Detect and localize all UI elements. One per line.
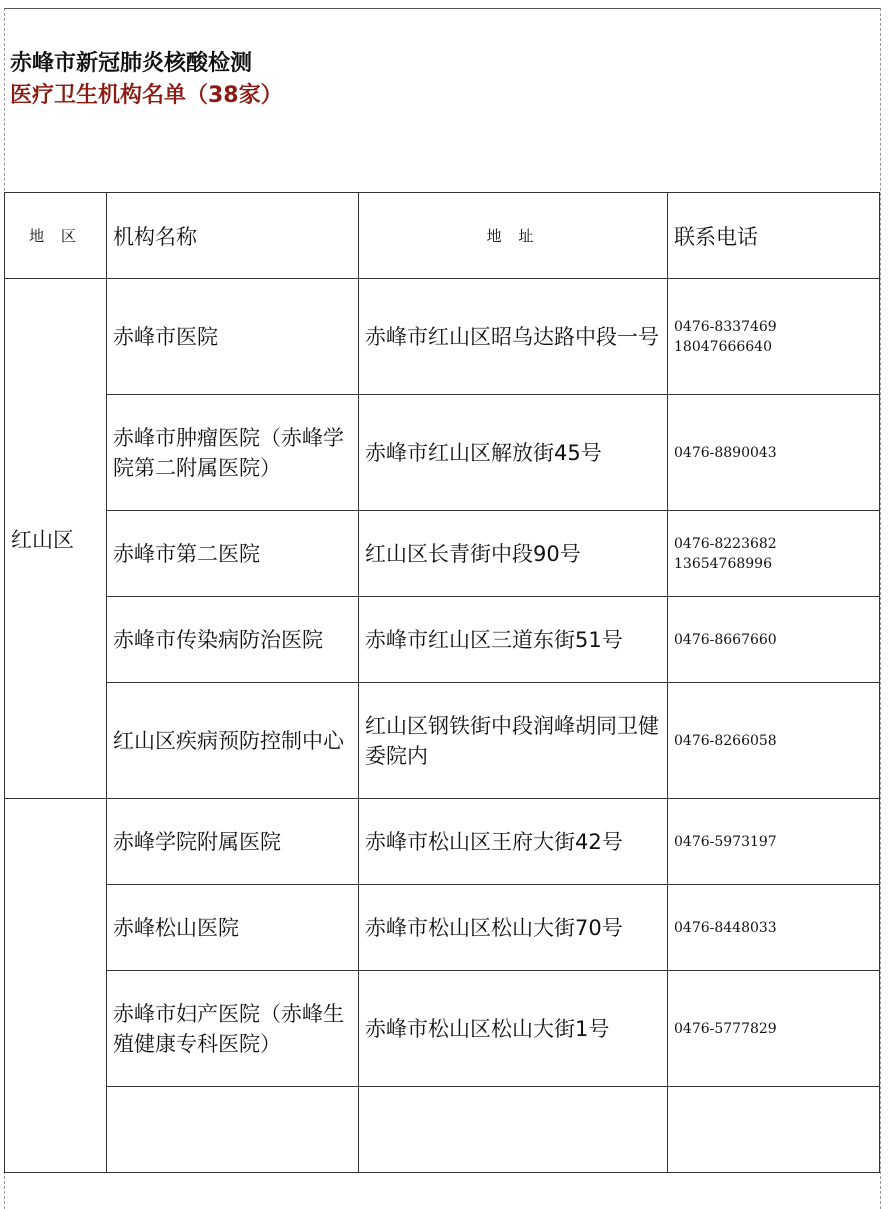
phone-number: 0476-8223682 (674, 535, 777, 552)
header-name: 机构名称 (107, 193, 359, 279)
header-address: 地 址 (359, 193, 668, 279)
institution-address: 红山区钢铁街中段润峰胡同卫健委院内 (359, 683, 668, 799)
institution-address: 赤峰市松山区松山大街1号 (359, 971, 668, 1087)
table-row (5, 597, 880, 683)
institution-address: 红山区长青街中段90号 (359, 511, 668, 597)
institution-phone (668, 279, 880, 395)
institution-address: 赤峰市红山区昭乌达路中段一号 (359, 279, 668, 395)
phone-number: 0476-8667660 (674, 631, 777, 648)
phone-number: 0476-5777829 (674, 1020, 777, 1037)
phone-number: 0476-5973197 (674, 833, 777, 850)
table-row (5, 279, 880, 395)
institution-name: 红山区疾病预防控制中心 (107, 683, 359, 799)
institution-phone (668, 511, 880, 597)
institution-name (107, 1087, 359, 1173)
institution-name: 赤峰市肿瘤医院（赤峰学院第二附属医院） (107, 395, 359, 511)
institution-phone (668, 597, 880, 683)
header-region: 地 区 (5, 193, 107, 279)
table-row (5, 1087, 880, 1173)
institution-address: 赤峰市红山区三道东街51号 (359, 597, 668, 683)
table-header-row (5, 193, 880, 279)
institution-phone (668, 395, 880, 511)
institution-name: 赤峰市医院 (107, 279, 359, 395)
phone-number: 13654768996 (674, 555, 772, 572)
institution-name: 赤峰市传染病防治医院 (107, 597, 359, 683)
institution-phone (668, 885, 880, 971)
title-block (10, 48, 283, 112)
table-row (5, 885, 880, 971)
header-phone: 联系电话 (668, 193, 880, 279)
page-title: 赤峰市新冠肺炎核酸检测 (10, 51, 253, 76)
institution-address (359, 1087, 668, 1173)
page-subtitle: 医疗卫生机构名单（38家） (10, 83, 283, 108)
table-row (5, 971, 880, 1087)
table-row (5, 799, 880, 885)
table-row (5, 395, 880, 511)
institution-address: 赤峰市松山区王府大街42号 (359, 799, 668, 885)
phone-number: 0476-8890043 (674, 444, 777, 461)
region-cell (5, 799, 107, 1173)
institution-phone (668, 683, 880, 799)
institution-name: 赤峰市第二医院 (107, 511, 359, 597)
phone-number: 0476-8337469 (674, 318, 777, 335)
institution-phone (668, 971, 880, 1087)
institution-address: 赤峰市松山区松山大街70号 (359, 885, 668, 971)
phone-number: 18047666640 (674, 338, 772, 355)
phone-number: 0476-8266058 (674, 732, 777, 749)
institution-phone (668, 1087, 880, 1173)
table-row (5, 511, 880, 597)
institution-phone (668, 799, 880, 885)
table-row (5, 683, 880, 799)
institution-name: 赤峰市妇产医院（赤峰生殖健康专科医院） (107, 971, 359, 1087)
institution-address: 赤峰市红山区解放街45号 (359, 395, 668, 511)
region-cell: 红山区 (5, 279, 107, 799)
institution-name: 赤峰学院附属医院 (107, 799, 359, 885)
phone-number: 0476-8448033 (674, 919, 777, 936)
institution-table (4, 192, 880, 1173)
institution-name: 赤峰松山医院 (107, 885, 359, 971)
